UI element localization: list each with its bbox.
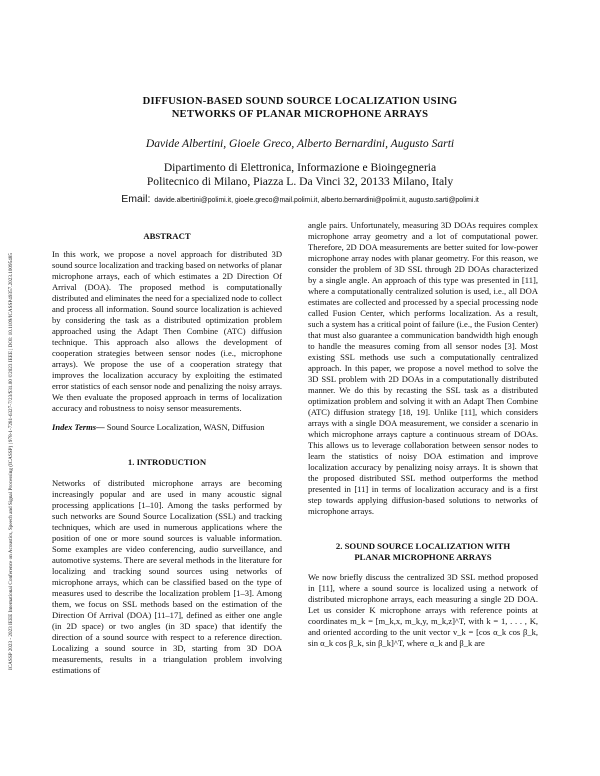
right-column — [308, 220, 538, 649]
section-2-heading-line-2: PLANAR MICROPHONE ARRAYS — [354, 551, 492, 562]
left-column — [52, 220, 282, 676]
email-line — [50, 189, 550, 207]
intro-heading: 1. INTRODUCTION — [127, 457, 207, 467]
intro-paragraph-1: Networks of distributed microphone arrays are becoming increasingly popular and are used in many acoustic signal processing applications [1–10]. Among the tasks performed by such networks are Sound Source Localization (SSL) and tracking techniques, which are used in numerous applications where the position of one or more sound sources is valuable information. Some examples are video conferencing, audio surveillance, and automotive systems. There are several methods in the literature for localizing and tracking sound sources using networks of microphone arrays, which can be classified based on the type of measures used to describe the localization problem [1–3]. Among them, we focus on SSL methods based on the estimation of the Direction Of Arrival (DOA) [11–17], defined as either one angle (in 2D space) or two angles (in 3D space) that identify the direction of a sound source with respect to a reference direction. Localizing a sound source in 3D, starting from 3D DOA measurements, results in a triangulation problem involving estimations of — [52, 478, 282, 675]
author-list: Davide Albertini, Gioele Greco, Alberto Bernardini, Augusto Sarti — [145, 137, 455, 150]
email-addresses: davide.albertini@polimi.it, gioele.greco@mail.polimi.it, alberto.bernardini@polimi.it, augusto.sarti@polimi.it — [154, 197, 479, 204]
intro-paragraph-2: angle pairs. Unfortunately, measuring 3D DOAs requires complex microphone array geometry and a lot of computational power. Therefore, 2D DOA measurements are better suited for low-power microphone array nodes with planar geometry. For this reason, we consider the problem of 3D SSL through 2D DOAs characterized by a single angle. An approach of this type was presented in [11], where a computationally centralized solution is used, i.e., all DOA estimates are collected and processed by a special processing node called Fusion Center, which performs localization. As a result, such a system has a critical point of failure (i.e., the Fusion Center) that must also guarantee a communication bandwidth high enough to handle the measures coming from all sensor nodes [3]. Most existing SSL methods use such a computationally centralized approach. In this paper, we propose a novel method to solve the 3D SSL problem with 2D DOAs in a computationally distributed manner. We do this by recasting the SSL task as a distributed optimization problem and solving it with an Adapt Then Combine (ATC) diffusion strategy [18, 19]. Unlike [11], which considers arrays with a single DOA measurement, we consider a scenario in which microphone arrays capture a continuous stream of DOAs. This allows us to leverage collaboration between sensor nodes to learn the statistics of noisy DOA estimation and improve localization accuracy by penalizing noisy arrays. It is shown that the proposed distributed SSL method outperforms the method presented in [11] in terms of localization accuracy and is a first step towards applying diffusion-based solutions to networks of microphone arrays. — [308, 220, 538, 516]
title-line-1: DIFFUSION-BASED SOUND SOURCE LOCALIZATION USING — [142, 96, 458, 107]
section-2-text: We now briefly discuss the centralized 3D SSL method proposed in [11], where a sound source is localized using a network of distributed microphone arrays, each measuring a single 2D DOA. Let us consider K microphone arrays with reference points at coordinates m_k = [m_k,x, m_k,y, m_k,z]^T, with k = 1, . . . , K, and oriented according to the unit vector v_k = [cos α_k cos β_k, sin α_k cos β_k, sin β_k]^T, where α_k and β_k are — [308, 572, 538, 648]
affiliation — [60, 161, 540, 189]
abstract-heading: ABSTRACT — [143, 231, 191, 241]
affiliation-line-2: Politecnico di Milano, Piazza L. Da Vinci 32, 20133 Milano, Italy — [146, 175, 454, 188]
affiliation-line-1: Dipartimento di Elettronica, Informazione e Bioingegneria — [163, 161, 437, 174]
side-note-text: ICASSP 2023 - 2023 IEEE International Conference on Acoustics, Speech and Signal Processing (ICASSP) | 978-1-7281-6327-7/23/$31.00 ©2023 IEEE | DOI: 10.1109/ICASSP49357.2023.10095485 — [8, 253, 14, 670]
side-publication-note — [6, 70, 20, 670]
index-terms-text: Sound Source Localization, WASN, Diffusion — [104, 422, 265, 432]
email-label: Email: — [121, 193, 151, 205]
paper-title — [90, 95, 510, 121]
index-terms-label: Index Terms— — [52, 422, 105, 432]
section-2-heading-line-1: 2. SOUND SOURCE LOCALIZATION WITH — [335, 541, 511, 551]
title-line-2: NETWORKS OF PLANAR MICROPHONE ARRAYS — [171, 109, 429, 120]
section-2-heading — [308, 541, 538, 562]
index-terms — [52, 422, 282, 433]
abstract-text: In this work, we propose a novel approach for distributed 3D sound source localization and tracking based on networks of planar microphone arrays, each of which estimates a 2D Direction Of Arrival (DOA). The proposed method is computationally distributed and eliminates the need for a specialized node to collect and process all information. Sound source localization is achieved by considering the task as a distributed optimization problem approached using the Adapt Then Combine (ATC) diffusion technique. This approach also allows the development of cooperation strategies between sensor nodes (i.e., microphone arrays). We propose the use of a cooperation strategy that improves the localization accuracy by exploiting the estimated error statistics of each sensor node and penalizing the noisy arrays. We then evaluate the proposed approach in terms of localization accuracy and robustness to noisy sensor measurements. — [52, 249, 282, 413]
